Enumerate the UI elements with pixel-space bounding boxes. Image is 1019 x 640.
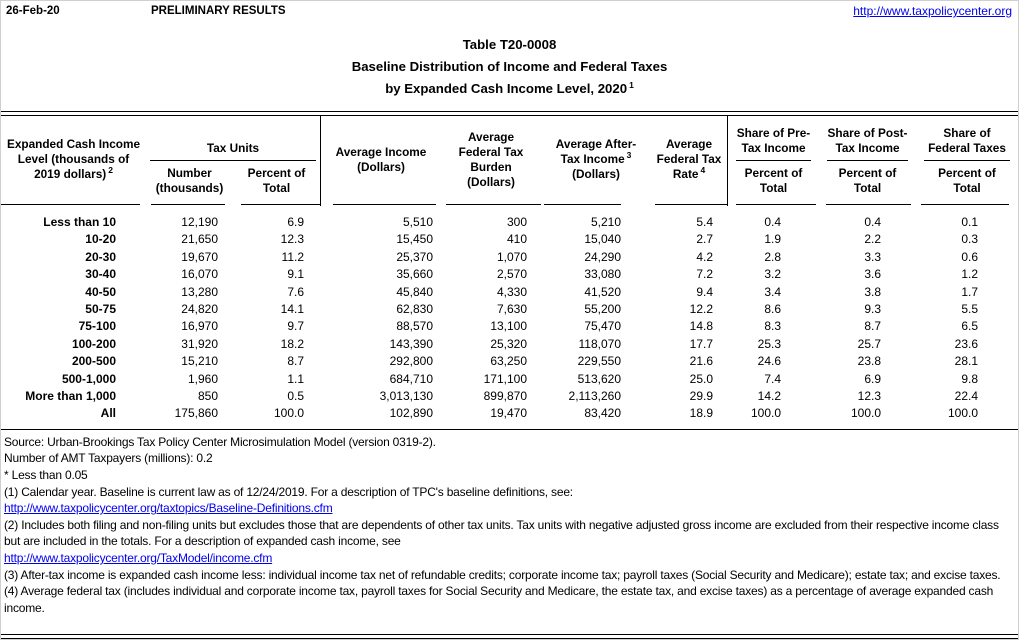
value-cell: 19,470 xyxy=(490,406,528,421)
value-cell: 13,280 xyxy=(181,284,218,299)
value-cell: 143,390 xyxy=(389,336,434,351)
value-cell: 25.0 xyxy=(689,371,714,386)
col-group-share-pretax: Share of Pre- Tax Income xyxy=(728,116,819,161)
value-cell: 410 xyxy=(506,232,528,247)
value-cell: 83,420 xyxy=(584,406,622,421)
income-level-cell: 50-75 xyxy=(85,302,116,317)
value-cell: 684,710 xyxy=(389,371,434,386)
value-cell: 9.8 xyxy=(961,371,979,386)
income-level-cell: 20-30 xyxy=(85,249,116,264)
value-cell: 8.3 xyxy=(764,319,782,334)
value-cell: 12.3 xyxy=(857,389,882,404)
table-row xyxy=(1,336,1018,353)
value-cell: 24,290 xyxy=(584,249,622,264)
subheader-percent-of-total-taxunits: Percent of Total xyxy=(233,161,321,203)
value-cell: 8.7 xyxy=(864,319,882,334)
subheader-number-thousands: Number (thousands) xyxy=(155,165,224,195)
table-row xyxy=(1,301,1018,318)
value-cell: 3.4 xyxy=(764,284,782,299)
value-cell: 12.2 xyxy=(689,302,714,317)
preliminary-results-label: PRELIMINARY RESULTS xyxy=(151,5,286,17)
value-cell: 25,370 xyxy=(396,249,434,264)
value-cell: 2.8 xyxy=(764,249,782,264)
value-cell: 513,620 xyxy=(577,371,622,386)
table-row xyxy=(1,318,1018,335)
table-row xyxy=(1,284,1018,301)
value-cell: 9.1 xyxy=(287,267,305,282)
value-cell: 28.1 xyxy=(954,354,979,369)
tpc-site-link[interactable]: http://www.taxpolicycenter.org xyxy=(853,4,1012,18)
value-cell: 1.7 xyxy=(961,284,979,299)
value-cell: 0.5 xyxy=(287,389,305,404)
value-cell: 14.2 xyxy=(757,389,782,404)
value-cell: 31,920 xyxy=(181,336,218,351)
footnote-ref-3: 3 xyxy=(626,150,632,161)
value-cell: 15,040 xyxy=(584,232,622,247)
value-cell: 3,013,130 xyxy=(379,389,434,404)
value-cell: 24.6 xyxy=(757,354,782,369)
table-row xyxy=(1,266,1018,283)
income-level-cell: All xyxy=(100,406,116,421)
value-cell: 13,100 xyxy=(490,319,528,334)
value-cell: 175,860 xyxy=(174,406,218,421)
table-id-title: Table T20-0008 xyxy=(462,37,557,52)
value-cell: 1,070 xyxy=(496,249,528,264)
table-row xyxy=(1,231,1018,248)
value-cell: 9.3 xyxy=(864,302,882,317)
value-cell: 15,450 xyxy=(396,232,434,247)
value-cell: 2,570 xyxy=(496,267,528,282)
footnotes xyxy=(1,430,1018,617)
value-cell: 16,070 xyxy=(181,267,218,282)
value-cell: 2,113,260 xyxy=(568,389,622,404)
value-cell: 5.4 xyxy=(696,215,714,229)
income-level-cell: 500-1,000 xyxy=(61,371,116,386)
value-cell: 9.7 xyxy=(287,319,305,334)
value-cell: 0.4 xyxy=(764,215,782,229)
value-cell: 2.2 xyxy=(864,232,882,247)
value-cell: 15,210 xyxy=(181,354,218,369)
value-cell: 4,330 xyxy=(496,284,528,299)
value-cell: 118,070 xyxy=(578,336,622,351)
bottom-double-rule xyxy=(1,634,1018,639)
value-cell: 8.6 xyxy=(764,302,782,317)
income-level-cell: 40-50 xyxy=(85,284,116,299)
value-cell: 41,520 xyxy=(584,284,622,299)
footnote-ref-2: 2 xyxy=(108,165,113,176)
footnote-ref-1: 1 xyxy=(629,79,634,90)
expanded-cash-income-link[interactable]: http://www.taxpolicycenter.org/TaxModel/income.cfm xyxy=(4,551,273,566)
value-cell: 23.6 xyxy=(954,336,979,351)
table-row xyxy=(1,206,1018,231)
value-cell: 29.9 xyxy=(689,389,714,404)
value-cell: 35,660 xyxy=(396,267,434,282)
value-cell: 21,650 xyxy=(181,232,218,247)
value-cell: 0.3 xyxy=(961,232,979,247)
value-cell: 7.2 xyxy=(696,267,714,282)
value-cell: 6.9 xyxy=(287,215,305,229)
value-cell: 21.6 xyxy=(689,354,714,369)
title-block xyxy=(1,34,1018,100)
income-level-cell: More than 1,000 xyxy=(25,389,116,404)
value-cell: 100.0 xyxy=(273,406,305,421)
value-cell: 23.8 xyxy=(857,354,882,369)
table-subtitle-2: by Expanded Cash Income Level, 2020 $^1$ xyxy=(385,79,634,96)
value-cell: 3.2 xyxy=(764,267,782,282)
income-level-cell: 30-40 xyxy=(85,267,116,282)
value-cell: 5,510 xyxy=(402,215,434,229)
value-cell: 1.2 xyxy=(961,267,979,282)
value-cell: 2.7 xyxy=(696,232,714,247)
footnote-ref-4: 4 xyxy=(700,165,706,176)
value-cell: 7.6 xyxy=(287,284,305,299)
value-cell: 63,250 xyxy=(490,354,528,369)
value-cell: 22.4 xyxy=(954,389,979,404)
value-cell: 1.1 xyxy=(287,371,305,386)
value-cell: 14.1 xyxy=(280,302,305,317)
col-group-share-federal-taxes: Share of Federal Taxes xyxy=(916,116,1018,161)
table-subtitle: Baseline Distribution of Income and Federal Taxes xyxy=(351,59,668,74)
value-cell: 16,970 xyxy=(181,319,218,334)
table-row xyxy=(1,388,1018,405)
table-row xyxy=(1,371,1018,388)
value-cell: 11.2 xyxy=(281,249,305,264)
value-cell: 25,320 xyxy=(490,336,528,351)
col-group-tax-units: Tax Units xyxy=(146,116,321,161)
value-cell: 33,080 xyxy=(584,267,622,282)
value-cell: 0.4 xyxy=(864,215,882,229)
subheader-percent-of-total-fedtax: Percent of Total xyxy=(938,165,996,195)
value-cell: 4.2 xyxy=(696,249,714,264)
value-cell: 850 xyxy=(197,389,218,404)
value-cell: 55,200 xyxy=(584,302,622,317)
value-cell: 7,630 xyxy=(496,302,528,317)
value-cell: 17.7 xyxy=(689,336,714,351)
col-header-average-income: Average Income (Dollars) xyxy=(335,144,427,174)
col-group-share-posttax: Share of Post- Tax Income xyxy=(819,116,916,161)
footnote-3: (3) After-tax income is expanded cash income less: individual income tax net of refundable credits; corporate income tax; payroll taxes (Social Security and Medicare); estate tax; and excise taxes. xyxy=(4,567,1001,582)
table-row xyxy=(1,249,1018,266)
income-level-cell: 200-500 xyxy=(71,354,116,369)
value-cell: 6.9 xyxy=(864,371,882,386)
value-cell: 18.2 xyxy=(280,336,305,351)
value-cell: 292,800 xyxy=(389,354,434,369)
value-cell: 14.8 xyxy=(689,319,714,334)
baseline-definitions-link[interactable]: http://www.taxpolicycenter.org/taxtopics/Baseline-Definitions.cfm xyxy=(4,501,333,516)
top-bar xyxy=(1,1,1018,19)
income-level-cell: 10-20 xyxy=(85,232,116,247)
footnote-1: (1) Calendar year. Baseline is current law as of 12/24/2019. For a description of TPC's baseline definitions, see: xyxy=(4,484,573,499)
income-level-cell: Less than 10 xyxy=(43,215,116,229)
table-body xyxy=(1,206,1018,429)
footnote-4: (4) Average federal tax (includes individual and corporate income tax, payroll taxes for Social Security and Medicare, the estate tax, and excise taxes) as a percentage of average expanded cash income. xyxy=(4,584,994,615)
col-header-income-level: Expanded Cash Income Level (thousands of 2019 dollars) $^2$ xyxy=(6,137,141,181)
value-cell: 3.6 xyxy=(864,267,882,282)
table-row xyxy=(1,353,1018,370)
value-cell: 1,960 xyxy=(187,371,218,386)
col-header-after-tax-income: Average After- Tax Income $^3$ (Dollars) xyxy=(555,137,637,181)
value-cell: 300 xyxy=(506,215,528,229)
value-cell: 19,670 xyxy=(181,249,218,264)
value-cell: 100.0 xyxy=(850,406,882,421)
value-cell: 62,830 xyxy=(396,302,434,317)
value-cell: 3.8 xyxy=(864,284,882,299)
value-cell: 5,210 xyxy=(590,215,622,229)
value-cell: 75,470 xyxy=(584,319,622,334)
table-header xyxy=(1,116,1018,206)
value-cell: 1.9 xyxy=(764,232,782,247)
value-cell: 25.7 xyxy=(857,336,882,351)
income-level-cell: 100-200 xyxy=(71,336,116,351)
less-than-note: * Less than 0.05 xyxy=(4,468,88,483)
value-cell: 899,870 xyxy=(483,389,528,404)
source-note: Source: Urban-Brookings Tax Policy Center Microsimulation Model (version 0319-2). xyxy=(4,434,436,449)
value-cell: 24,820 xyxy=(181,302,218,317)
amt-taxpayers-note: Number of AMT Taxpayers (millions): 0.2 xyxy=(4,451,213,466)
value-cell: 18.9 xyxy=(689,406,714,421)
value-cell: 100.0 xyxy=(750,406,782,421)
subheader-percent-of-total-pretax: Percent of Total xyxy=(744,165,803,195)
value-cell: 102,890 xyxy=(389,406,434,421)
value-cell: 100.0 xyxy=(947,406,979,421)
value-cell: 7.4 xyxy=(764,371,782,386)
value-cell: 25.3 xyxy=(757,336,782,351)
value-cell: 5.5 xyxy=(961,302,979,317)
footnote-2: (2) Includes both filing and non-filing units but excludes those that are dependents of other tax units. Tax units with negative adjusted gross income are excluded from their respective income class but are included in the totals. For a description of expanded cash income, see xyxy=(4,517,999,549)
distribution-table xyxy=(1,116,1018,429)
value-cell: 3.3 xyxy=(864,249,882,264)
value-cell: 45,840 xyxy=(396,284,434,299)
value-cell: 88,570 xyxy=(396,319,434,334)
value-cell: 171,100 xyxy=(483,371,528,386)
subheader-percent-of-total-posttax: Percent of Total xyxy=(838,165,897,195)
value-cell: 9.4 xyxy=(696,284,714,299)
value-cell: 0.1 xyxy=(961,215,979,229)
value-cell: 12,190 xyxy=(181,215,218,229)
value-cell: 0.6 xyxy=(961,249,979,264)
value-cell: 6.5 xyxy=(961,319,979,334)
value-cell: 229,550 xyxy=(577,354,622,369)
report-date: 26-Feb-20 xyxy=(6,5,60,17)
value-cell: 8.7 xyxy=(287,354,305,369)
col-header-average-tax-burden: Average Federal Tax Burden (Dollars) xyxy=(458,129,524,189)
value-cell: 12.3 xyxy=(280,232,305,247)
table-row xyxy=(1,405,1018,428)
col-header-average-tax-rate: Average Federal Tax Rate $^4$ xyxy=(651,116,728,203)
income-level-cell: 75-100 xyxy=(78,319,116,334)
